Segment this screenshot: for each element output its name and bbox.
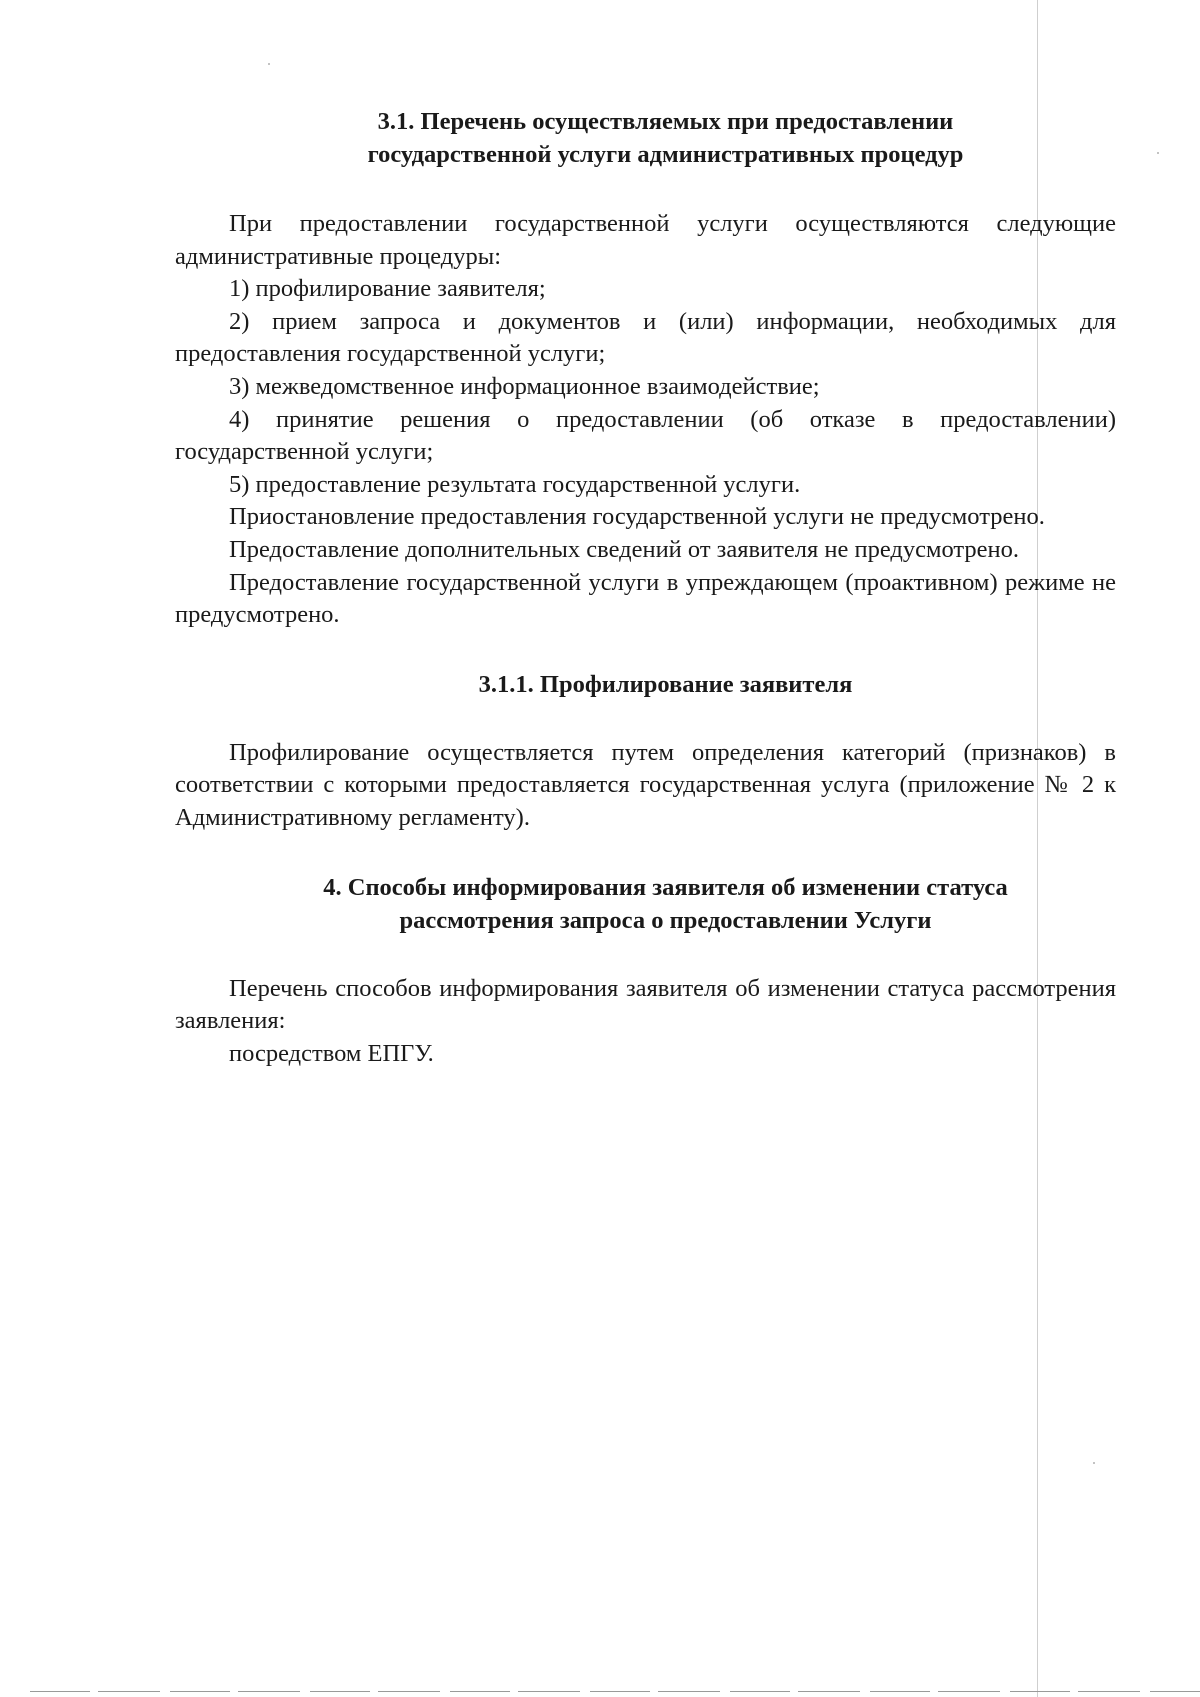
procedure-item-4: 4) принятие решения о предоставлении (об отказе в предоставлении) государственной услуги; — [175, 405, 1116, 466]
procedure-item-5: 5) предоставление результата государственной услуги. — [229, 470, 801, 498]
section-3-1-1-text: Профилирование осуществляется путем определения категорий (признаков) в соответствии с которыми предоставляется государственная услуга (приложение № 2 к Административному регламенту). — [175, 738, 1116, 831]
section-4-title — [175, 871, 1116, 937]
scan-speck — [1157, 152, 1159, 154]
document-content — [175, 105, 1116, 1070]
section-3-1-title — [175, 105, 1116, 171]
section-4-text: Перечень способов информирования заявителя об изменении статуса рассмотрения заявления: — [175, 974, 1116, 1035]
scan-artifact-bottom-line — [30, 1691, 1200, 1692]
section-4-method: посредством ЕПГУ. — [229, 1039, 434, 1067]
section-3-1-intro: При предоставлении государственной услуги осуществляются следующие административные процедуры: — [175, 210, 1116, 270]
section-3-1-title-line2: государственной услуги административных процедур — [367, 141, 964, 168]
procedure-item-1: 1) профилирование заявителя; — [229, 275, 546, 303]
scan-speck — [1093, 1462, 1095, 1464]
section-4-title-line1: 4. Способы информирования заявителя об изменении статуса — [323, 873, 1008, 901]
note-additional-info: Предоставление дополнительных сведений от заявителя не предусмотрено. — [229, 535, 1020, 563]
note-proactive: Предоставление государственной услуги в упреждающем (проактивном) режиме не предусмотрено. — [175, 568, 1116, 629]
procedure-item-2: 2) прием запроса и документов и (или) информации, необходимых для предоставления государственной услуги; — [175, 307, 1116, 368]
section-3-1-title-line1: 3.1. Перечень осуществляемых при предоставлении — [377, 108, 954, 135]
section-3-1-1-title: 3.1.1. Профилирование заявителя — [478, 670, 853, 698]
section-4-title-line2: рассмотрения запроса о предоставлении Услуги — [399, 906, 932, 934]
procedure-item-3: 3) межведомственное информационное взаимодействие; — [229, 372, 820, 400]
note-suspension: Приостановление предоставления государственной услуги не предусмотрено. — [229, 503, 1045, 531]
scan-speck — [268, 63, 270, 65]
